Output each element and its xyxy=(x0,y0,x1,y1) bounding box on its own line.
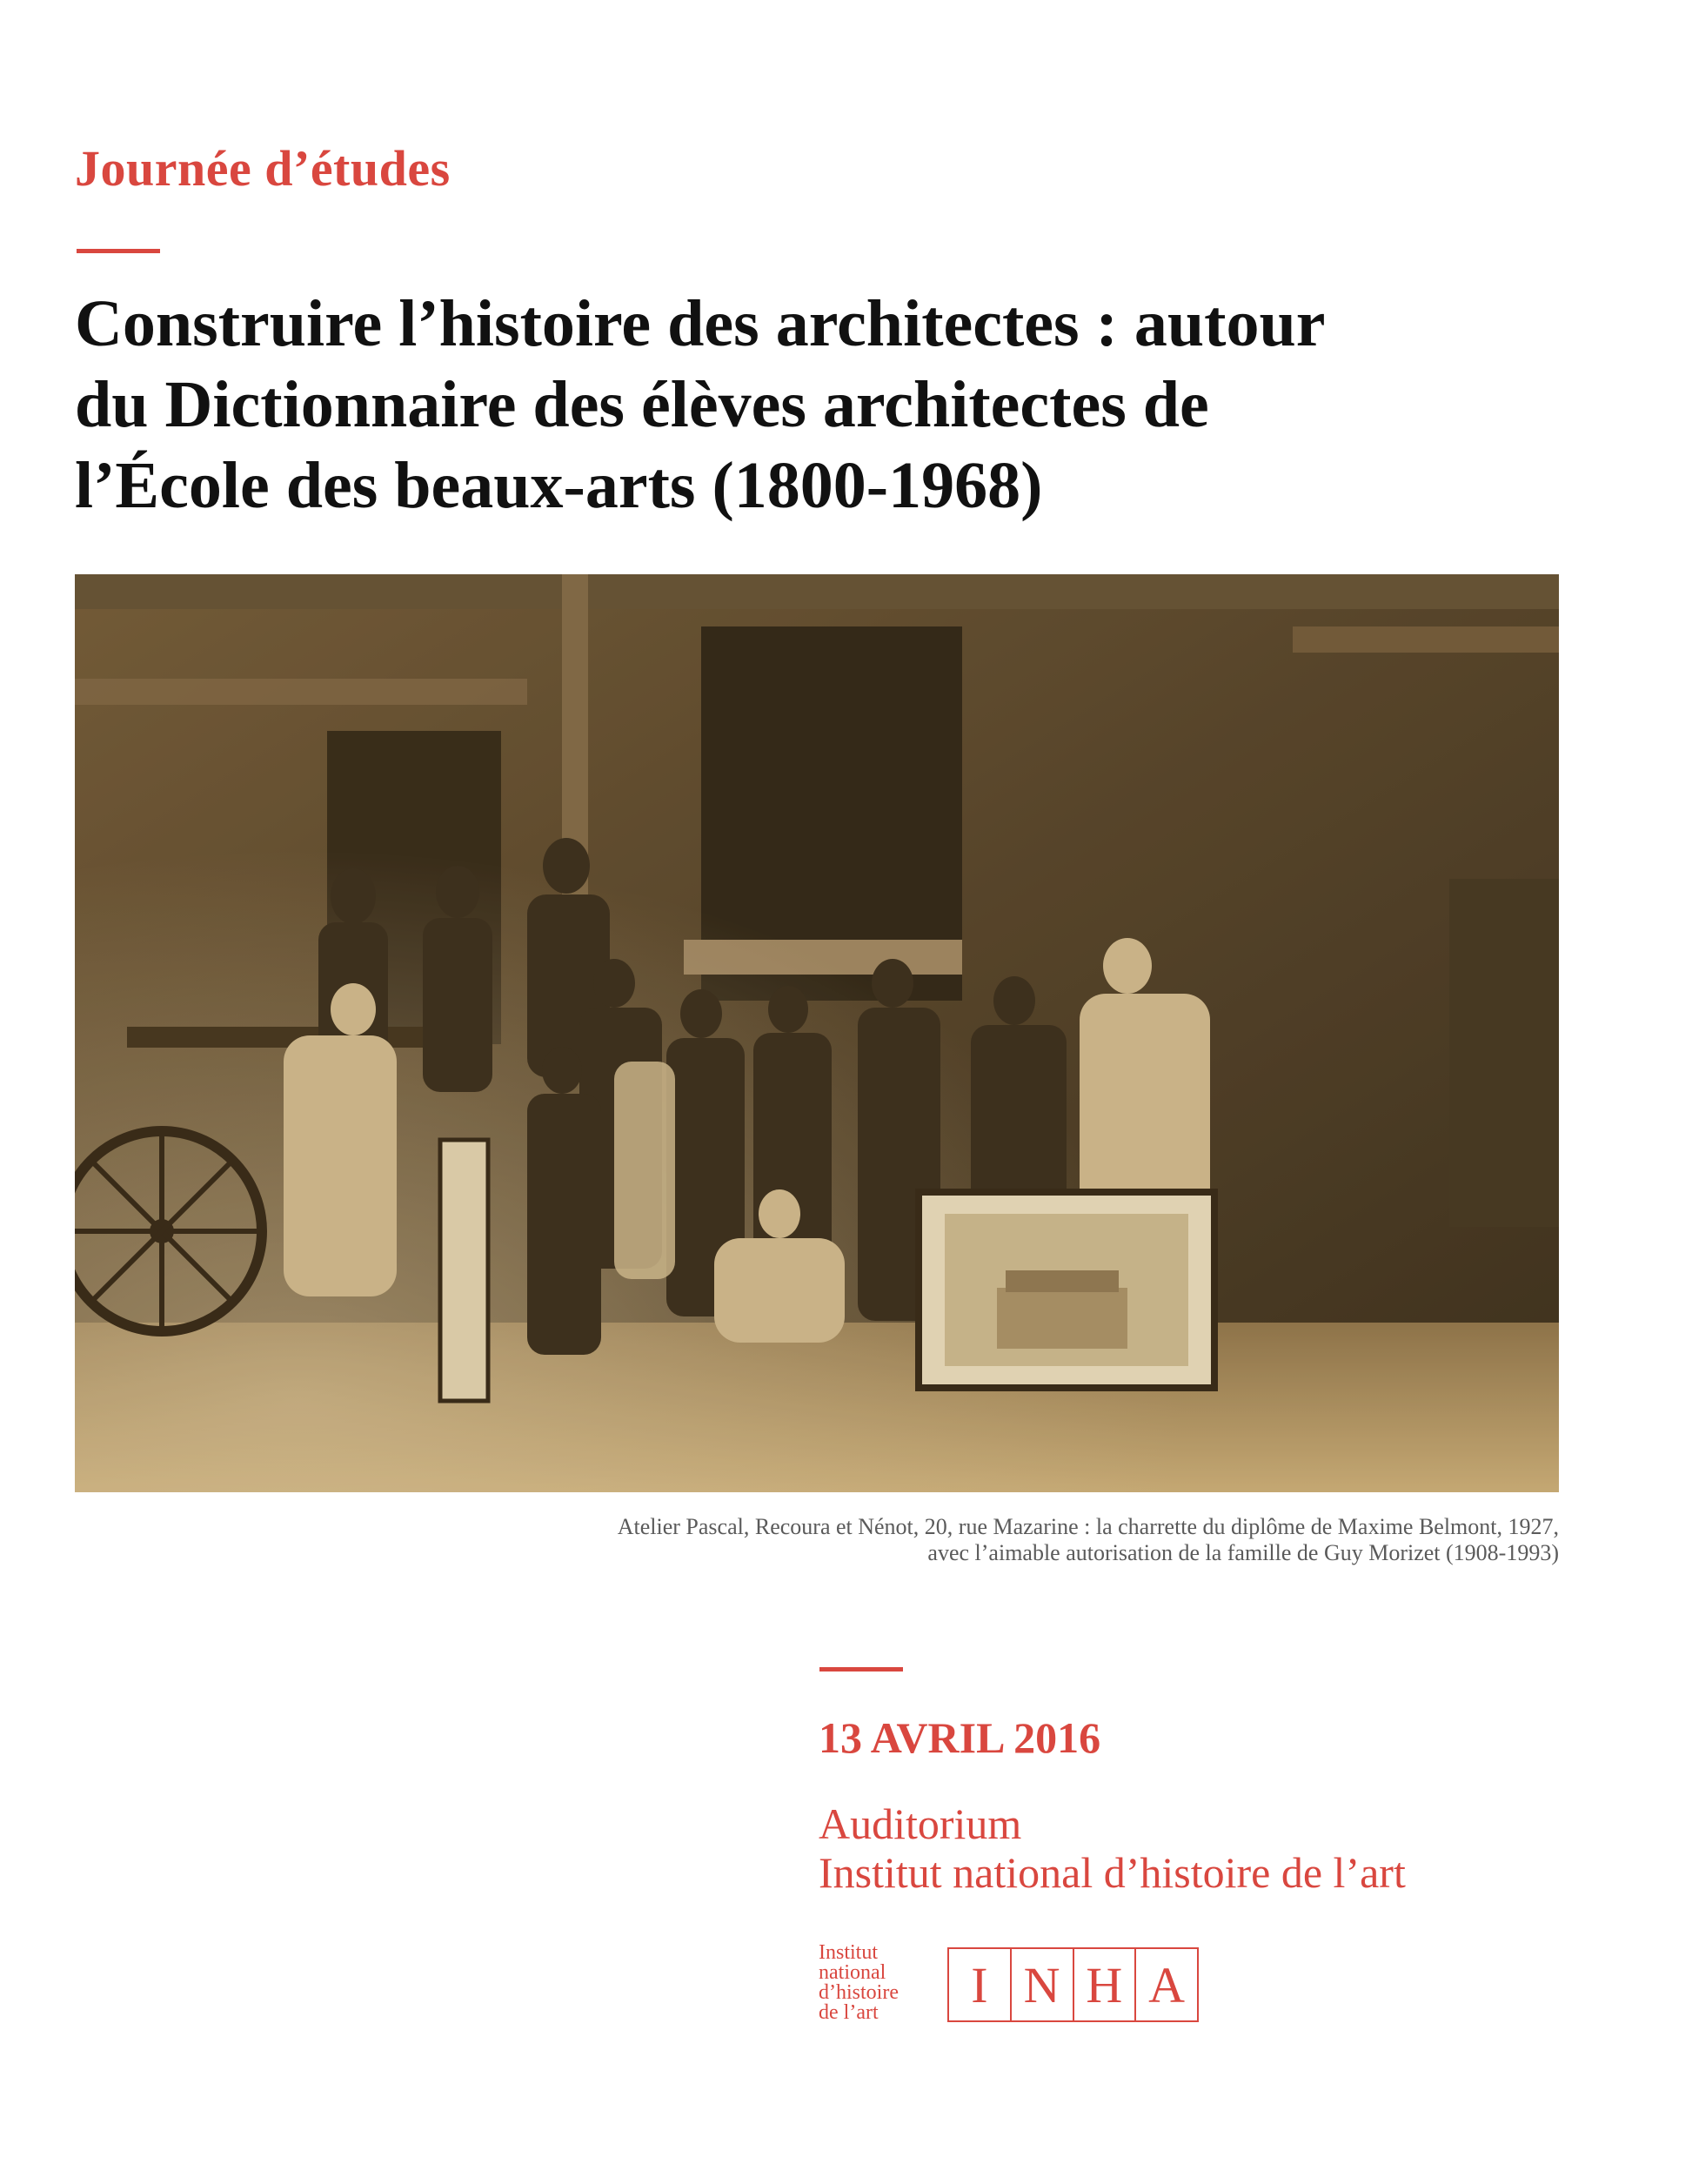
venue-line: Auditorium xyxy=(819,1799,1022,1848)
inha-logo-wordmark xyxy=(819,1943,899,2023)
title-line: Construire l’histoire des architectes : autour xyxy=(75,287,1326,360)
logo-text-line: de l’art xyxy=(819,2001,879,2024)
title-line: l’École des beaux-arts (1800-1968) xyxy=(75,449,1043,522)
venue-line: Institut national d’histoire de l’art xyxy=(819,1848,1406,1897)
caption-line: avec l’aimable autorisation de la famille de Guy Morizet (1908-1993) xyxy=(927,1540,1559,1565)
logo-text-line: Institut xyxy=(819,1941,879,1964)
inha-logo xyxy=(947,1947,1199,2022)
title-line: du Dictionnaire des élèves architectes de xyxy=(75,368,1209,441)
accent-rule-top xyxy=(77,249,160,253)
logo-text-line: d’histoire xyxy=(819,1981,899,2004)
logo-letter: H xyxy=(1073,1949,1135,2020)
photo-caption xyxy=(618,1514,1559,1566)
historic-photo xyxy=(75,574,1559,1492)
sepia-photo-illustration xyxy=(75,574,1559,1492)
logo-letter: I xyxy=(971,1956,988,2013)
accent-rule-bottom xyxy=(819,1667,903,1671)
logo-letter: A xyxy=(1134,1949,1197,2020)
caption-line: Atelier Pascal, Recoura et Nénot, 20, rue Mazarine : la charrette du diplôme de Maxime Belmont, 1927, xyxy=(617,1514,1559,1539)
event-type-label: Journée d’études xyxy=(75,140,451,197)
logo-text-line: national xyxy=(819,1961,886,1984)
logo-letter: N xyxy=(1010,1949,1073,2020)
event-date: 13 AVRIL 2016 xyxy=(819,1713,1101,1762)
event-venue xyxy=(819,1799,1406,1897)
page-title xyxy=(75,284,1641,526)
